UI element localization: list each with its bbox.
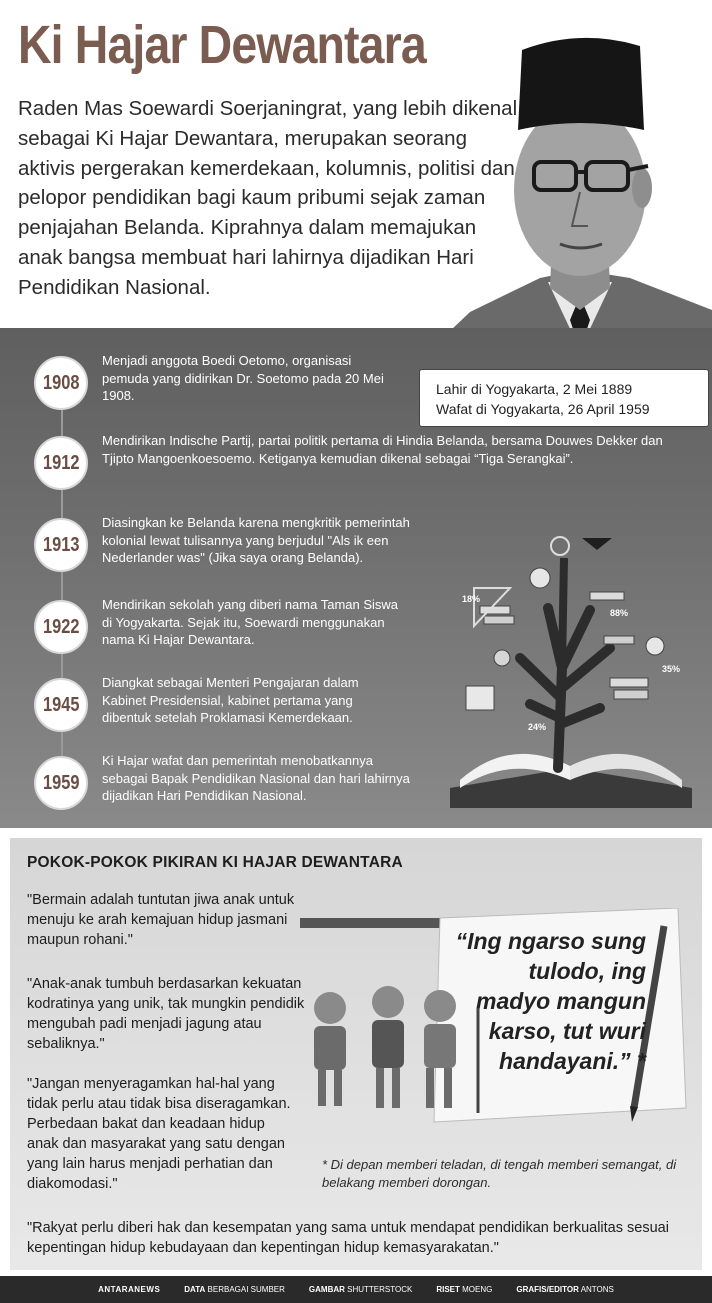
credit-graphic: GRAFIS/EDITOR ANTONS <box>516 1285 614 1294</box>
birth-death-box <box>419 369 709 427</box>
principles-section <box>10 838 702 1270</box>
motto-quote: “Ing ngarso sung tulodo, ing madyo mangun karso, tut wuri handayani.” * <box>455 928 646 1074</box>
quote-play: "Bermain adalah tuntutan jiwa anak untuk menuju ke arah kemajuan hidup jasmani maupun rohani." <box>27 892 295 948</box>
principles-title: POKOK-POKOK PIKIRAN KI HAJAR DEWANTARA <box>27 854 403 871</box>
credit-research: RISET MOENG <box>436 1285 493 1294</box>
timeline-text: Menjadi anggota Boedi Oetomo, organisasi pemuda yang didirikan Dr. Soetomo pada 20 Mei 1908. <box>102 353 384 403</box>
knowledge-tree-illustration <box>440 518 702 818</box>
antaranews-logo: ANTARANEWS <box>98 1285 161 1294</box>
timeline-text: Mendirikan sekolah yang diberi nama Taman Siswa di Yogyakarta. Sejak itu, Soewardi menggunakan nama Ki Hajar Dewantara. <box>102 597 399 647</box>
portrait-illustration <box>430 20 712 350</box>
timeline-text: Ki Hajar wafat dan pemerintah menobatkannya sebagai Bapak Pendidikan Nasional dan hari lahirnya dijadikan Hari Pendidikan Nasional. <box>102 753 410 803</box>
year-badge: 1908 <box>34 356 88 410</box>
year-badge: 1913 <box>34 518 88 572</box>
credits-footer <box>0 1276 712 1303</box>
year-badge: 1959 <box>34 756 88 810</box>
death-text: Wafat di Yogyakarta, 26 April 1959 <box>436 401 650 417</box>
year-badge: 1912 <box>34 436 88 490</box>
credit-data: DATA BERBAGAI SUMBER <box>184 1285 285 1294</box>
timeline-section <box>0 328 712 828</box>
illus-label-88: 88% <box>610 608 629 618</box>
children-illustration <box>290 968 490 1118</box>
illus-label-18: 18% <box>462 594 481 604</box>
quote-diversity: "Jangan menyeragamkan hal-hal yang tidak perlu atau tidak bisa diseragamkan. Perbedaan bakat dan keadaan hidup anak dan masyarakat yang satu dengan yang lain harus menjadi perhatian dan diakomodasi." <box>27 1076 291 1192</box>
timeline-text: Diasingkan ke Belanda karena mengkritik pemerintah kolonial lewat tulisannya yang berjudul "Als ik een Nederlander was" (Jika saya orang Belanda). <box>102 515 410 565</box>
timeline-item-1912 <box>34 433 694 496</box>
year-badge: 1945 <box>34 678 88 732</box>
intro-paragraph: Raden Mas Soewardi Soerjaningrat, yang lebih dikenal sebagai Ki Hajar Dewantara, merupakan seorang aktivis pergerakan kemerdekaan, kolumnis, politisi dan pelopor pendidikan bagi kaum pribumi sejak zaman penjajahan Belanda. Kiprahnya dalam memajukan anak bangsa membuat hari lahirnya dijadikan Hari Pendidikan Nasional. <box>18 97 518 299</box>
year-badge: 1922 <box>34 600 88 654</box>
timeline-text: Mendirikan Indische Partij, partai politik pertama di Hindia Belanda, bersama Douwes Dekker dan Tjipto Mangoenkoesoemo. Ketiganya kemudian dikenal sebagai “Tiga Serangkai”. <box>102 433 663 466</box>
quote-nature: "Anak-anak tumbuh berdasarkan kekuatan kodratinya yang unik, tak mungkin pendidik mengubah padi menjadi jagung atau sebaliknya." <box>27 976 305 1052</box>
header <box>0 0 712 340</box>
credit-image: GAMBAR SHUTTERSTOCK <box>308 1285 413 1294</box>
illus-label-24: 24% <box>528 722 547 732</box>
illus-label-35: 35% <box>662 664 681 674</box>
quote-equality: "Rakyat perlu diberi hak dan kesempatan yang sama untuk mendapat pendidikan berkualitas sesuai kepentingan hidup kebudayaan dan kepentingan hidup kemasyarakatan." <box>27 1220 669 1256</box>
page-title: Ki Hajar Dewantara <box>18 15 426 75</box>
timeline-text: Diangkat sebagai Menteri Pengajaran dalam Kabinet Presidensial, kabinet pertama yang dibentuk setelah Proklamasi Kemerdekaan. <box>102 675 359 725</box>
birth-text: Lahir di Yogyakarta, 2 Mei 1889 <box>436 381 633 397</box>
motto-footnote: * Di depan memberi teladan, di tengah memberi semangat, di belakang memberi dorongan. <box>322 1157 677 1190</box>
